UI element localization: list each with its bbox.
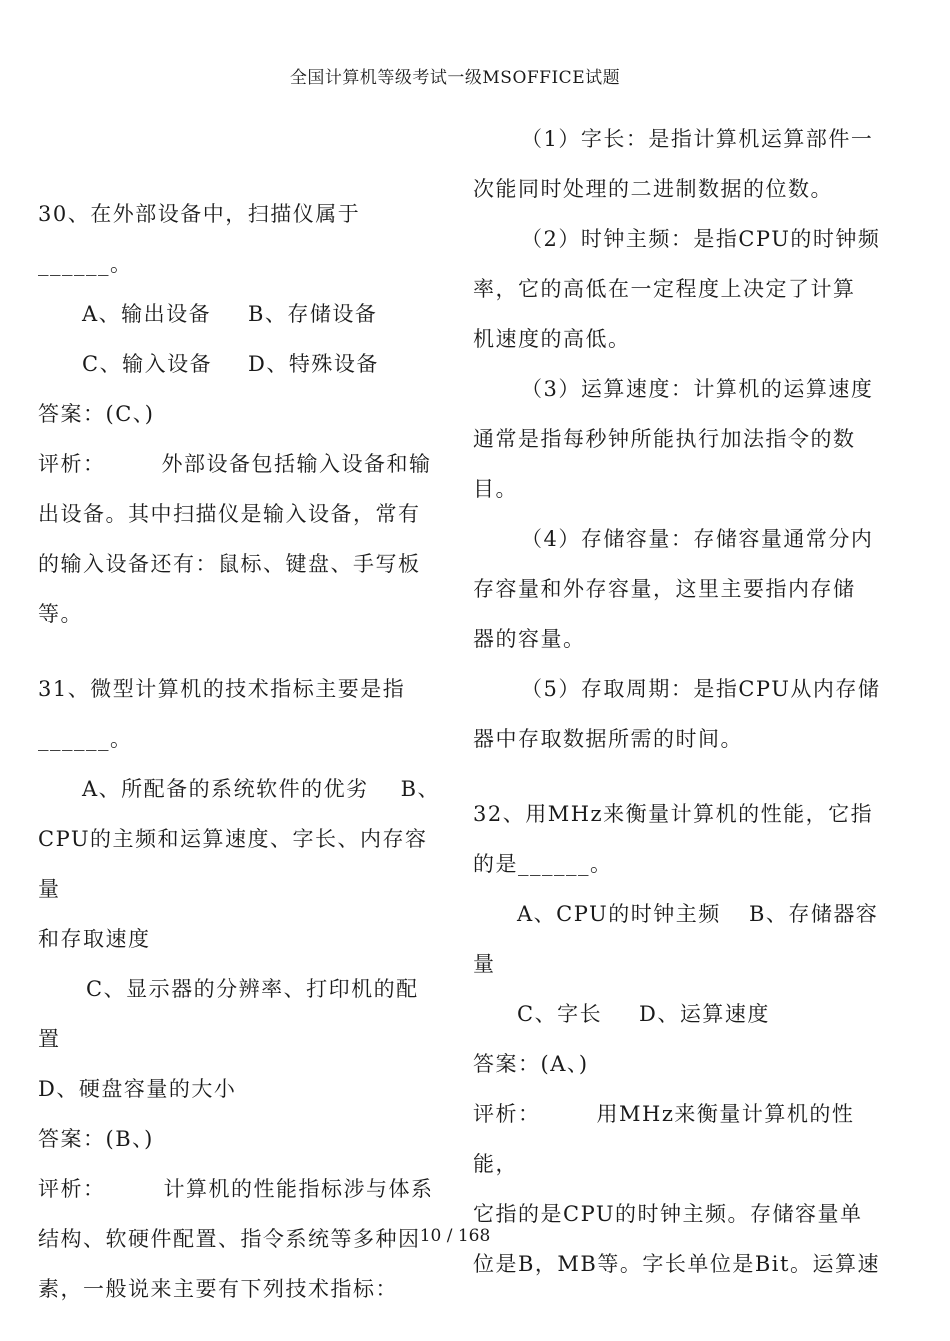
q30-analysis-label: 评析： bbox=[38, 452, 106, 476]
q30-question: 30、在外部设备中，扫描仪属于______。 bbox=[38, 202, 361, 276]
q31-option-b-prefix: B、 bbox=[400, 777, 440, 801]
q30-options-cd bbox=[82, 339, 440, 389]
item3-line3: 目。 bbox=[473, 477, 518, 501]
q31-option-b-line3: 和存取速度 bbox=[38, 927, 151, 951]
q32-analysis-line1: 用MHz来衡量计算机的性能， bbox=[473, 1102, 855, 1176]
q31-analysis-label: 评析： bbox=[38, 1177, 106, 1201]
q31-option-c: C、显示器的分辨率、打印机的配置 bbox=[38, 977, 419, 1051]
q30-analysis bbox=[38, 439, 440, 489]
q30-option-a: A、输出设备 bbox=[82, 302, 212, 326]
q31-option-a: A、所配备的系统软件的优劣 bbox=[82, 777, 369, 801]
q30-option-d: D、特殊设备 bbox=[248, 352, 379, 376]
page-header: 全国计算机等级考试一级MSOFFICE试题 bbox=[289, 68, 621, 88]
q31-question-line1: 31、微型计算机的技术指标主要是指 bbox=[38, 677, 406, 701]
q30-analysis-line1: 外部设备包括输入设备和输 bbox=[161, 452, 432, 476]
item2-line3: 机速度的高低。 bbox=[473, 327, 631, 351]
item5-line2: 器中存取数据所需的时间。 bbox=[473, 727, 743, 751]
q31-option-d: D、硬盘容量的大小 bbox=[38, 1077, 237, 1101]
q32-option-b-line2: 量 bbox=[473, 952, 496, 976]
q32-analysis-label: 评析： bbox=[473, 1102, 541, 1126]
right-column bbox=[473, 114, 883, 1289]
q32-analysis-line2: 它指的是CPU的时钟主频。存储容量单 bbox=[473, 1202, 863, 1226]
q30-analysis-line4: 等。 bbox=[38, 602, 83, 626]
q32-analysis bbox=[473, 1089, 883, 1189]
q30-answer: 答案：(C、) bbox=[38, 402, 155, 426]
q31-question-line2: ______。 bbox=[38, 727, 133, 751]
q32-answer: 答案：(A、) bbox=[473, 1052, 589, 1076]
q32-analysis-line3: 位是B，MB等。字长单位是Bit。运算速 bbox=[473, 1252, 880, 1276]
q31-options-ab bbox=[38, 764, 440, 814]
item3-line2: 通常是指每秒钟所能执行加法指令的数 bbox=[473, 427, 856, 451]
q31-analysis-line3: 素，一般说来主要有下列技术指标： bbox=[38, 1277, 398, 1301]
q31-analysis-line2: 结构、软硬件配置、指令系统等多种因 bbox=[38, 1227, 421, 1251]
item1-line1: （1）字长：是指计算机运算部件一 bbox=[521, 127, 874, 151]
q30-analysis-line3: 的输入设备还有：鼠标、键盘、手写板 bbox=[38, 552, 421, 576]
q30-option-b: B、存储设备 bbox=[248, 302, 378, 326]
q30-option-c: C、输入设备 bbox=[82, 352, 213, 376]
q32-option-c: C、字长 bbox=[517, 1002, 603, 1026]
item5-line1: （5）存取周期：是指CPU从内存储 bbox=[521, 677, 881, 701]
item3-line1: （3）运算速度：计算机的运算速度 bbox=[521, 377, 874, 401]
item4-line3: 器的容量。 bbox=[473, 627, 586, 651]
item4-line1: （4）存储容量：存储容量通常分内 bbox=[521, 527, 874, 551]
q31-option-b-line2: CPU的主频和运算速度、字长、内存容量 bbox=[38, 827, 428, 901]
q31-analysis bbox=[38, 1164, 440, 1214]
item1-line2: 次能同时处理的二进制数据的位数。 bbox=[473, 177, 833, 201]
q30-options-ab bbox=[82, 289, 440, 339]
q32-options-cd bbox=[517, 989, 883, 1039]
q30-analysis-line2: 出设备。其中扫描仪是输入设备，常有 bbox=[38, 502, 421, 526]
item2-line1: （2）时钟主频：是指CPU的时钟频 bbox=[521, 227, 881, 251]
item2-line2: 率，它的高低在一定程度上决定了计算 bbox=[473, 277, 856, 301]
q32-option-d: D、运算速度 bbox=[639, 1002, 770, 1026]
q32-options-ab bbox=[517, 889, 883, 939]
q32-question-line2: 的是______。 bbox=[473, 852, 613, 876]
item4-line2: 存容量和外存容量，这里主要指内存储 bbox=[473, 577, 856, 601]
left-column bbox=[38, 114, 440, 1314]
q32-question-line1: 32、用MHz来衡量计算机的性能，它指 bbox=[473, 802, 874, 826]
q31-analysis-line1: 计算机的性能指标涉与体系 bbox=[163, 1177, 434, 1201]
q32-option-b: B、存储器容 bbox=[749, 902, 879, 926]
q31-answer: 答案：(B、) bbox=[38, 1127, 154, 1151]
page-number: 10 / 168 bbox=[419, 1226, 491, 1246]
q32-option-a: A、CPU的时钟主频 bbox=[517, 902, 721, 926]
